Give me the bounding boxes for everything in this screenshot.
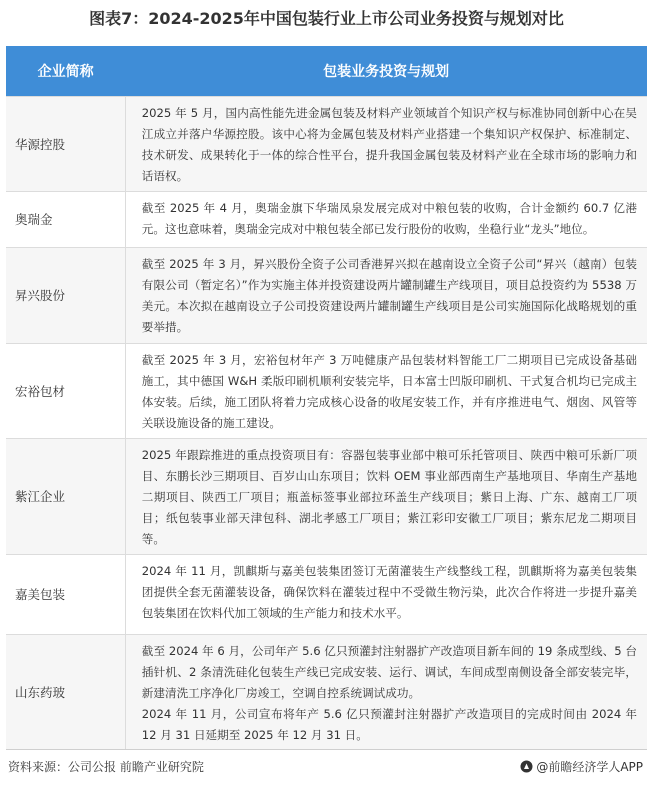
company-name: 嘉美包装: [6, 554, 125, 634]
table-row: [6, 247, 647, 343]
comparison-table: [6, 46, 647, 750]
plan-text: 截至 2025 年 4 月，奥瑞金旗下华瑞凤泉发展完成对中粮包装的收购，合计金额约 60.7 亿港元。这也意味着，奥瑞金完成对中粮包装全部已发行股份的收购，坐稳行业“龙头”地位。: [141, 200, 637, 236]
plan-text: 截至 2025 年 3 月，昇兴股份全资子公司香港昇兴拟在越南设立全资子公司“昇兴（越南）包装有限公司（暂定名）”作为实施主体并投资建设两片罐制罐生产线项目，项目总投资约为 5538 万美元。本次拟在越南设立子公司投资建设两片罐制罐生产线项目是公司实施国际化战略规划的重要举措。: [141, 256, 637, 334]
plan-text: 截至 2024 年 6 月，公司年产 5.6 亿只预灌封注射器扩产改造项目新车间的 19 条成型线、5 台插针机、2 条清洗硅化包装生产线已完成安装、运行、调试，车间成型南侧设备全部安装完毕，新建清洗工序净化厂房竣工，空调自控系统调试成功。: [141, 643, 637, 700]
column-header-company: 企业简称: [37, 63, 94, 80]
table-row: [6, 343, 647, 438]
plan-description: [125, 191, 647, 247]
company-name: 奥瑞金: [6, 191, 125, 247]
plan-description: [125, 634, 647, 750]
table-row: [6, 191, 647, 247]
plan-text: 2024 年 11 月，公司宣布将年产 5.6 亿只预灌封注射器扩产改造项目的完成时间由 2024 年 12 月 31 日延期至 2025 年 12 月 31 日。: [141, 706, 637, 742]
table-row: [6, 438, 647, 554]
table-row: [6, 634, 647, 750]
plan-description: [125, 247, 647, 343]
column-header-plan: 包装业务投资与规划: [323, 63, 450, 80]
company-name: 紫江企业: [6, 438, 125, 554]
company-name: 宏裕包材: [6, 343, 125, 438]
company-name: 昇兴股份: [6, 247, 125, 343]
plan-text: 截至 2025 年 3 月，宏裕包材年产 3 万吨健康产品包装材料智能工厂二期项目已完成设备基础施工，其中德国 W&H 柔版印刷机顺利安装完毕，日本富士凹版印刷机、干式复合机均已完成主体安装。后续，施工团队将着力完成核心设备的收尾安装工作，并有序推进电气、烟囱、风管等关联设施设备的施工建设。: [141, 352, 637, 430]
table-row: [6, 554, 647, 634]
plan-description: [125, 554, 647, 634]
company-name: 华源控股: [6, 96, 125, 191]
plan-text: 2025 年 5 月，国内高性能先进金属包装及材料产业领域首个知识产权与标准协同创新中心在吴江成立并落户华源控股。该中心将为金属包装及材料产业搭建一个集知识产权保护、标准制定、技术研发、成果转化于一体的综合性平台，提升我国金属包装及材料产业在全球市场的影响力和话语权。: [141, 105, 637, 183]
brand-credit: [520, 758, 643, 775]
company-name: 山东药玻: [6, 634, 125, 750]
plan-text: 2025 年跟踪推进的重点投资项目有：容器包装事业部中粮可乐托管项目、陕西中粮可乐新厂项目、东鹏长沙三期项目、百岁山山东项目；饮料 OEM 事业部西南生产基地项目、华南生产基地二期项目、陕西工厂项目；瓶盖标签事业部拉环盖生产线项目；紫日上海、广东、越南工厂项目；纸包装事业部天津包科、湖北孝感工厂项目；紫江彩印安徽工厂项目；紫东尼龙二期项目等。: [141, 447, 637, 546]
plan-text: 2024 年 11 月，凯麒斯与嘉美包装集团签订无菌灌装生产线整线工程，凯麒斯将为嘉美包装集团提供全套无菌灌装设备，确保饮料在灌装过程中不受微生物污染，此次合作将进一步提升嘉美包装集团在饮料代加工领域的生产能力和技术水平。: [141, 563, 637, 620]
footer-divider: [6, 749, 647, 750]
plan-description: [125, 438, 647, 554]
table-row: [6, 96, 647, 191]
source-note: 资料来源：公司公报 前瞻产业研究院: [8, 760, 204, 774]
table-header-row: [6, 46, 647, 96]
plan-description: [125, 96, 647, 191]
brand-text: @前瞻经济学人APP: [536, 760, 643, 774]
figure-title: 图表7：2024-2025年中国包装行业上市公司业务投资与规划对比: [89, 9, 564, 28]
plan-description: [125, 343, 647, 438]
qianzhan-logo-icon: [520, 760, 533, 773]
